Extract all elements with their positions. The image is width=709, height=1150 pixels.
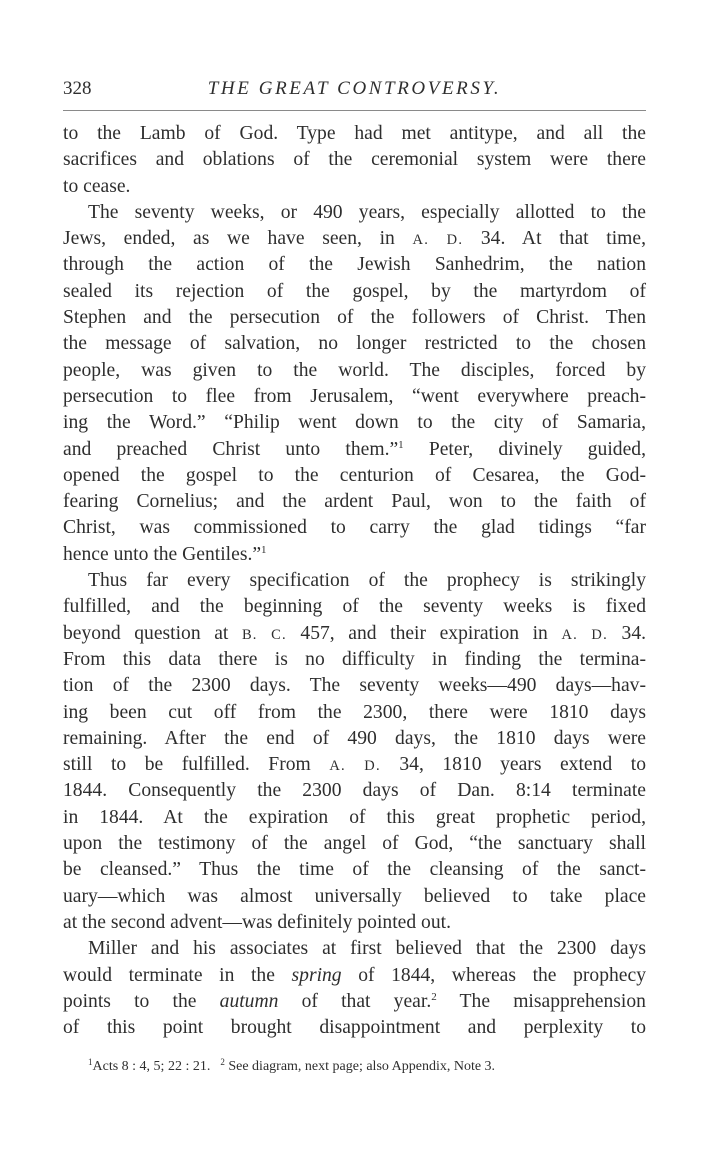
running-title: THE GREAT CONTROVERSY. — [207, 78, 502, 99]
paragraph-2 — [63, 200, 646, 568]
text-line: The seventy weeks, or 490 years, especially allotted to the — [88, 201, 646, 223]
text-line: remaining. After the end of 490 days, the 1810 days were — [63, 727, 646, 749]
text-line: people, was given to the world. The disciples, forced by — [63, 359, 646, 381]
text-segment: 457, and their expiration in — [300, 622, 548, 644]
text-line: at the second advent—was definitely pointed out. — [63, 911, 451, 933]
paragraph-1 — [63, 121, 646, 200]
text-segment: hence unto the Gentiles.” — [63, 543, 262, 565]
era-abbreviation: A. D. — [561, 626, 608, 643]
text-line: tion of the 2300 days. The seventy weeks—490 days—hav- — [63, 675, 646, 697]
footnote-reference: 2 — [431, 990, 437, 1003]
header-rule — [63, 110, 646, 111]
text-segment: 34. — [621, 622, 647, 644]
text-line — [63, 226, 646, 252]
footnote-marker: 1 — [88, 1057, 93, 1067]
text-line: 1844. Consequently the 2300 days of Dan. 8:14 terminate — [63, 780, 646, 802]
text-line: in 1844. At the expiration of this great prophetic period, — [63, 806, 646, 828]
text-line: ing the Word.” “Philip went down to the city of Samaria, — [63, 412, 646, 434]
text-segment: would terminate in the — [63, 964, 275, 986]
text-line: fearing Cornelius; and the ardent Paul, won to the faith of — [63, 491, 646, 513]
text-line — [63, 963, 646, 989]
text-line: Miller and his associates at first believed that the 2300 days — [88, 938, 646, 960]
text-line: the message of salvation, no longer restricted to the chosen — [63, 333, 646, 355]
text-segment: Jews, ended, as we have seen, in — [63, 228, 395, 250]
era-abbreviation: A. D. — [412, 232, 464, 249]
text-segment: of that year. — [301, 990, 432, 1012]
text-segment: points to the — [63, 990, 197, 1012]
era-abbreviation: B. C. — [241, 626, 287, 643]
text-line: be cleansed.” Thus the time of the cleansing of the sanct- — [63, 859, 646, 881]
text-line: to the Lamb of God. Type had met antitype, and all the — [63, 123, 646, 144]
text-line: ing been cut off from the 2300, there were 1810 days — [63, 701, 646, 723]
text-line — [63, 437, 646, 463]
paragraph-4 — [63, 936, 646, 1041]
text-line: upon the testimony of the angel of God, “the sanctuary shall — [63, 833, 646, 855]
footnotes — [88, 1058, 648, 1076]
page-header — [63, 76, 646, 102]
text-segment: of 1844, whereas the prophecy — [358, 964, 646, 986]
text-line: to cease. — [63, 175, 131, 197]
text-line: sealed its rejection of the gospel, by the martyrdom of — [63, 280, 646, 302]
text-line: Christ, was commissioned to carry the glad tidings “far — [63, 517, 646, 539]
text-line: opened the gospel to the centurion of Cesarea, the God- — [63, 464, 646, 486]
text-segment: still to be fulfilled. From — [63, 754, 311, 776]
text-line: through the action of the Jewish Sanhedrim, the nation — [63, 254, 646, 276]
text-line: fulfilled, and the beginning of the seventy weeks is fixed — [63, 596, 646, 618]
emphasized-word: autumn — [219, 990, 279, 1012]
page-number: 328 — [63, 78, 92, 99]
text-segment: The misapprehension — [436, 990, 646, 1012]
text-line: of this point brought disappointment and perplexity to — [63, 1017, 646, 1039]
text-segment: 34. At that time, — [480, 228, 646, 250]
text-line — [63, 621, 646, 647]
text-segment: beyond question at — [63, 622, 229, 644]
text-line: uary—which was almost universally believed to take place — [63, 885, 646, 907]
footnote-text: Acts 8 : 4, 5; 22 : 21. — [92, 1059, 211, 1074]
era-abbreviation: A. D. — [329, 758, 381, 775]
paragraph-3 — [63, 568, 646, 936]
text-line — [63, 989, 646, 1015]
footnote-text: See diagram, next page; also Appendix, Note 3. — [224, 1059, 496, 1074]
text-segment: 34, 1810 years extend to — [399, 754, 646, 776]
text-line — [63, 542, 646, 568]
text-segment: Peter, divinely guided, — [403, 438, 646, 460]
text-line: Thus far every specification of the prophecy is strikingly — [88, 570, 646, 592]
text-line: From this data there is no difficulty in finding the termina- — [63, 648, 646, 670]
text-line: sacrifices and oblations of the ceremonial system were there — [63, 149, 646, 171]
footnote-reference: 1 — [261, 543, 267, 556]
text-segment: and preached Christ unto them.” — [63, 438, 399, 460]
text-line — [63, 752, 646, 778]
text-line: persecution to flee from Jerusalem, “went everywhere preach- — [63, 385, 646, 407]
text-line: Stephen and the persecution of the followers of Christ. Then — [63, 307, 646, 329]
emphasized-word: spring — [291, 964, 342, 986]
footnote-reference: 1 — [398, 438, 404, 451]
body-text — [63, 121, 646, 1041]
footnote-marker: 2 — [220, 1057, 225, 1067]
